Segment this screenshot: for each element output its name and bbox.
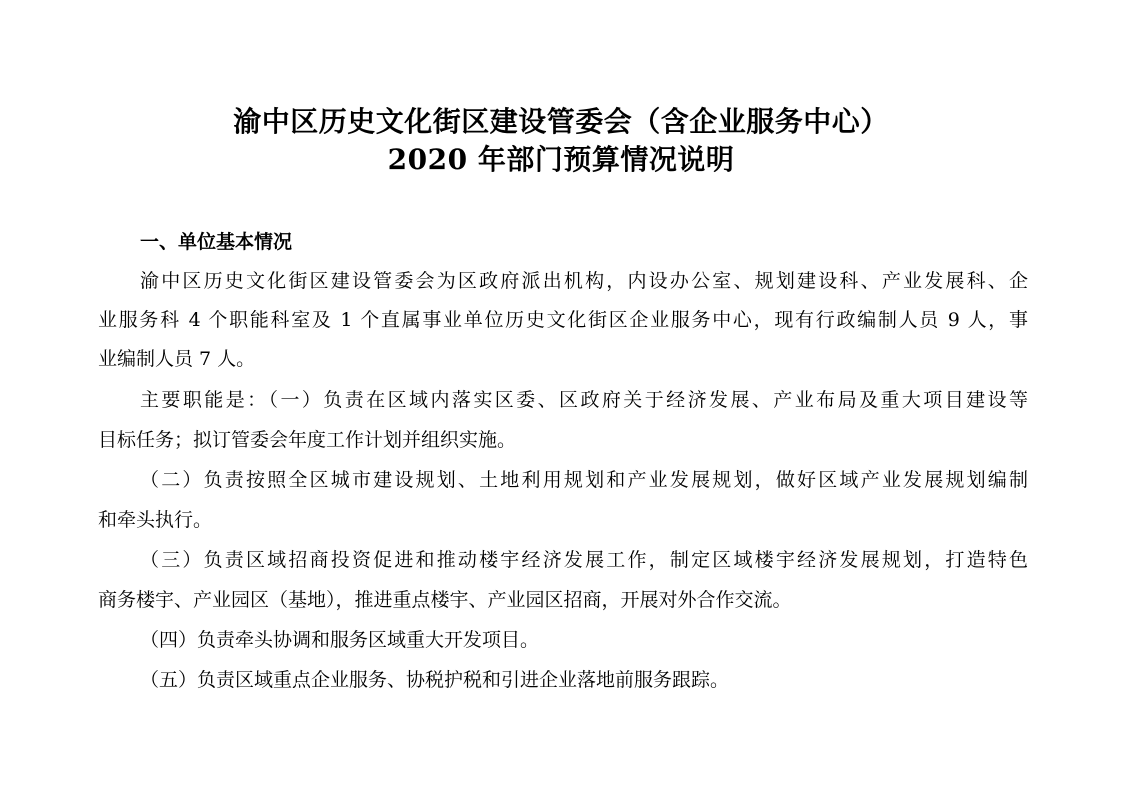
paragraph-2-line-2: 目标任务；拟订管委会年度工作计划并组织实施。 xyxy=(98,429,517,451)
paragraph-1-line-1: 渝中区历史文化街区建设管委会为区政府派出机构，内设办公室、规划建设科、产业发展科、企 xyxy=(140,270,1028,292)
paragraph-3-line-1: （二）负责按照全区城市建设规划、土地利用规划和产业发展规划，做好区域产业发展规划编制 xyxy=(140,469,1028,491)
paragraph-5-line-1: （四）负责牵头协调和服务区域重大开发项目。 xyxy=(140,629,540,651)
document-title-line-2: 2020 年部门预算情况说明 xyxy=(387,143,735,176)
section-heading-basic-info: 一、单位基本情况 xyxy=(140,231,293,253)
paragraph-3-line-2: 和牵头执行。 xyxy=(98,509,213,531)
document-title-line-1: 渝中区历史文化街区建设管委会（含企业服务中心） xyxy=(233,105,889,138)
paragraph-2-line-1: 主要职能是：（一）负责在区域内落实区委、区政府关于经济发展、产业布局及重大项目建设等 xyxy=(140,389,1028,411)
paragraph-6-line-1: （五）负责区域重点企业服务、协税护税和引进企业落地前服务跟踪。 xyxy=(140,669,730,691)
paragraph-1-line-3: 业编制人员 7 人。 xyxy=(98,348,256,370)
paragraph-1-line-2: 业服务科 4 个职能科室及 1 个直属事业单位历史文化街区企业服务中心，现有行政编制人员 9 人，事 xyxy=(98,309,1028,331)
paragraph-4-line-1: （三）负责区域招商投资促进和推动楼宇经济发展工作，制定区域楼宇经济发展规划，打造特色 xyxy=(140,549,1028,571)
paragraph-4-line-2: 商务楼宇、产业园区（基地），推进重点楼宇、产业园区招商，开展对外合作交流。 xyxy=(98,589,792,611)
